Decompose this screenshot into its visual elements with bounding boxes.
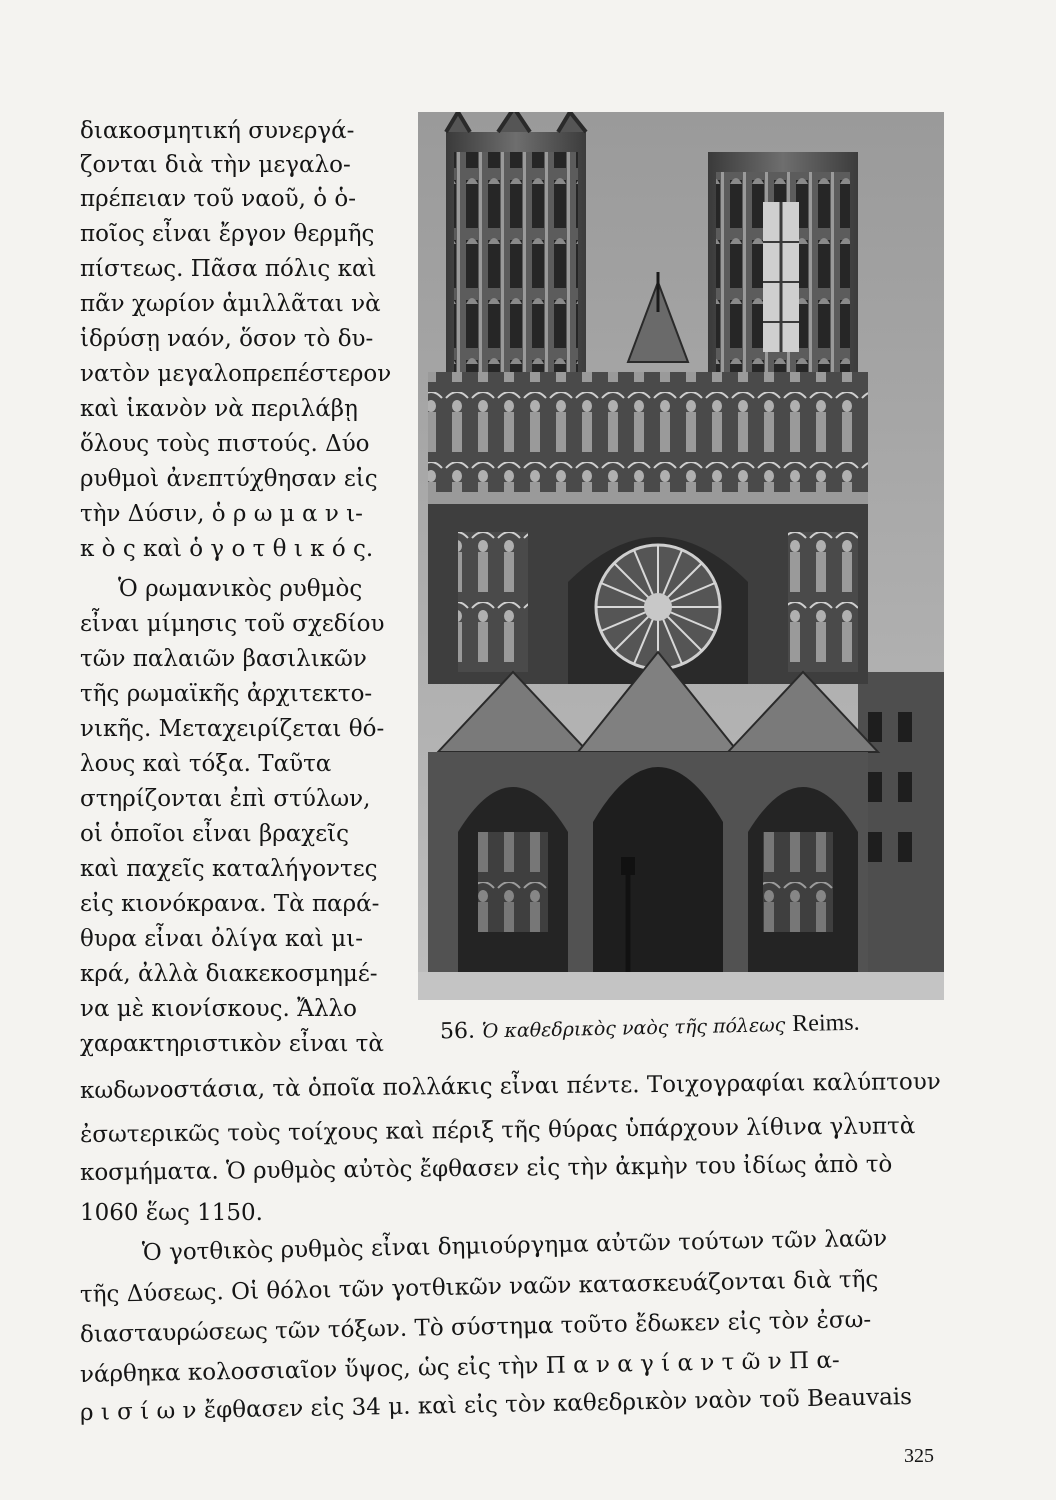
text-line: νάρθηκα κολοσσιαῖον ὕψος, ὡς εἰς τὴν Π α ν α γ ί α ν τ ῶ ν Π α- — [79, 1347, 840, 1388]
text-line: εἰς κιονόκρανα. Τὰ παρά- — [80, 891, 380, 917]
text-line: οἱ ὁποῖοι εἶναι βραχεῖς — [80, 821, 350, 847]
text-line: ρυθμοὶ ἀνεπτύχθησαν εἰς — [80, 466, 378, 492]
text-line: ἐσωτερικῶς τοὺς τοίχους καὶ πέριξ τῆς θύρας ὑπάρχουν λίθινα γλυπτὰ — [79, 1113, 916, 1148]
text-line: ποῖος εἶναι ἔργον θερμῆς — [80, 221, 375, 247]
text-line: πᾶν χωρίον ἁμιλλᾶται νὰ — [80, 291, 381, 317]
caption-text: Ὁ καθεδρικὸς ναὸς τῆς πόλεως — [481, 1014, 786, 1043]
text-line: εἶναι μίμησις τοῦ σχεδίου — [80, 611, 385, 637]
text-line: νικῆς. Μεταχειρίζεται θό- — [80, 716, 385, 742]
text-line: κωδωνοστάσια, τὰ ὁποῖα πολλάκις εἶναι πέντε. Τοιχογραφίαι καλύπτουν — [79, 1068, 941, 1104]
text-line: Ὁ ρωμανικὸς ρυθμὸς — [118, 576, 363, 602]
text-line: κ ὸ ς καὶ ὁ γ ο τ θ ι κ ό ς. — [80, 536, 374, 562]
text-line: κρά, ἀλλὰ διακεκοσμημέ- — [80, 961, 378, 987]
text-line: καὶ παχεῖς καταλήγοντες — [80, 856, 378, 882]
text-line: νατὸν μεγαλοπρεπέστερον — [80, 361, 392, 387]
text-line: τῶν παλαιῶν βασιλικῶν — [80, 646, 367, 672]
text-line: λους καὶ τόξα. Ταῦτα — [80, 751, 332, 777]
text-line: ὅλους τοὺς πιστούς. Δύο — [80, 431, 370, 457]
cathedral-illustration — [418, 112, 944, 1000]
text-line: τῆς ρωμαϊκῆς ἀρχιτεκτο- — [80, 681, 373, 707]
text-line: στηρίζονται ἐπὶ στύλων, — [80, 786, 371, 812]
text-line: θυρα εἶναι ὀλίγα καὶ μι- — [80, 926, 363, 952]
text-line: ἱδρύσῃ ναόν, ὅσον τὸ δυ- — [80, 326, 374, 352]
text-line: διασταυρώσεως τῶν τόξων. Τὸ σύστημα τοῦτο ἔδωκεν εἰς τὸν ἐσω- — [79, 1306, 872, 1348]
text-line: πίστεως. Πᾶσα πόλις καὶ — [80, 256, 377, 282]
text-line: καὶ ἱκανὸν νὰ περιλάβῃ — [80, 396, 358, 422]
cathedral-photo — [418, 112, 944, 1000]
text-line: χαρακτηριστικὸν εἶναι τὰ — [80, 1031, 384, 1057]
text-line: πρέπειαν τοῦ ναοῦ, ὁ ὁ- — [80, 186, 357, 212]
text-line: τὴν Δύσιν, ὁ ρ ω μ α ν ι- — [80, 501, 363, 527]
text-line: ζονται διὰ τὴν μεγαλο- — [80, 152, 351, 178]
figure-number: 56. — [439, 1018, 476, 1045]
page-number: 325 — [904, 1445, 934, 1467]
caption-city: Reims. — [791, 1009, 860, 1038]
text-line: Ὁ γοτθικὸς ρυθμὸς εἶναι δημιούργημα αὐτῶν τούτων τῶν λαῶν — [141, 1225, 888, 1266]
text-line: κοσμήματα. Ὁ ρυθμὸς αὐτὸς ἔφθασεν εἰς τὴν ἀκμὴν του ἰδίως ἀπὸ τὸ — [79, 1151, 893, 1186]
text-line: ρ ι σ ί ω ν ἔφθασεν εἰς 34 μ. καὶ εἰς τὸν καθεδρικὸν ναὸν τοῦ Beauvais — [79, 1384, 913, 1426]
figure-caption — [440, 1010, 860, 1046]
text-line: 1060 ἕως 1150. — [80, 1200, 263, 1226]
text-line: διακοσμητική συνεργά- — [80, 118, 355, 144]
text-line: να μὲ κιονίσκους. Ἄλλο — [80, 996, 357, 1022]
text-line: τῆς Δύσεως. Οἱ θόλοι τῶν γοτθικῶν ναῶν κατασκευάζονται διὰ τῆς — [79, 1266, 879, 1308]
